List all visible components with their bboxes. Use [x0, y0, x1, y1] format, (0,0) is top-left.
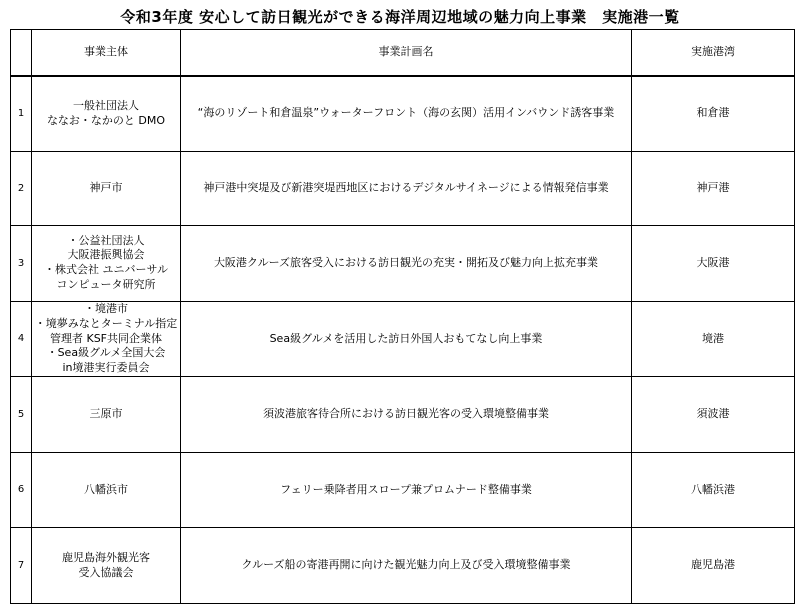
row-number: 1: [11, 76, 32, 152]
port-cell: 須波港: [632, 377, 795, 453]
port-cell: 八幡浜港: [632, 452, 795, 528]
organization-line: 管理者 KSF共同企業体: [49, 331, 163, 345]
organization-cell: [32, 76, 181, 152]
table-row: [11, 301, 795, 377]
organization-line: 神戸市: [89, 180, 123, 194]
project-plan-cell: Sea級グルメを活用した訪日外国人おもてなし向上事業: [181, 301, 632, 377]
organization-cell: [32, 528, 181, 604]
organization-line: 三原市: [89, 407, 123, 421]
table-row: [11, 151, 795, 226]
table-row: [11, 226, 795, 302]
organization-cell: [32, 301, 181, 377]
port-cell: 境港: [632, 301, 795, 377]
row-number: 2: [11, 151, 32, 226]
header-project-plan: 事業計画名: [181, 30, 632, 76]
project-plan-cell: フェリー乗降者用スロープ兼プロムナード整備事業: [181, 452, 632, 528]
port-cell: 和倉港: [632, 76, 795, 152]
header-port: 実施港湾: [632, 30, 795, 76]
row-number: 3: [11, 226, 32, 302]
port-cell: 神戸港: [632, 151, 795, 226]
header-organization: 事業主体: [32, 30, 181, 76]
organization-cell: [32, 452, 181, 528]
page-title: 令和3年度 安心して訪日観光ができる海洋周辺地域の魅力向上事業 実施港一覧: [120, 8, 680, 26]
project-plan-cell: 神戸港中突堤及び新港突堤西地区におけるデジタルサイネージによる情報発信事業: [181, 151, 632, 226]
organization-line: ななお・なかのと DMO: [46, 113, 166, 127]
organization-line: ・境夢みなとターミナル指定: [34, 316, 178, 330]
row-number: 5: [11, 377, 32, 453]
table-row: [11, 528, 795, 604]
table-body: [11, 76, 795, 604]
organization-line: ・株式会社 ユニバーサル: [44, 263, 168, 277]
table-row: [11, 76, 795, 152]
table-row: [11, 452, 795, 528]
organization-line: in境港実行委員会: [62, 361, 150, 375]
project-plan-cell: “海のリゾート和倉温泉”ウォーターフロント（海の玄関）活用インバウンド誘客事業: [181, 76, 632, 152]
table-header-row: [11, 30, 795, 76]
header-no: [11, 30, 32, 76]
implementation-ports-table: [10, 29, 795, 604]
port-cell: 大阪港: [632, 226, 795, 302]
project-plan-cell: 大阪港クルーズ旅客受入における訪日観光の充実・開拓及び魅力向上拡充事業: [181, 226, 632, 302]
row-number: 4: [11, 301, 32, 377]
organization-line: 鹿児島海外観光客: [62, 550, 150, 564]
row-number: 6: [11, 452, 32, 528]
organization-line: 一般社団法人: [73, 98, 139, 112]
organization-line: ・公益社団法人: [67, 233, 145, 247]
organization-line: 八幡浜市: [84, 482, 128, 496]
organization-line: 大阪港振興協会: [67, 248, 145, 262]
organization-line: コンピュータ研究所: [56, 278, 156, 292]
organization-cell: [32, 151, 181, 226]
project-plan-cell: 須波港旅客待合所における訪日観光客の受入環境整備事業: [181, 377, 632, 453]
organization-line: ・Sea級グルメ全国大会: [46, 346, 166, 360]
organization-line: 受入協議会: [78, 565, 134, 579]
port-cell: 鹿児島港: [632, 528, 795, 604]
organization-line: ・境港市: [84, 301, 128, 315]
table-row: [11, 377, 795, 453]
project-plan-cell: クルーズ船の寄港再開に向けた観光魅力向上及び受入環境整備事業: [181, 528, 632, 604]
organization-cell: [32, 226, 181, 302]
row-number: 7: [11, 528, 32, 604]
organization-cell: [32, 377, 181, 453]
